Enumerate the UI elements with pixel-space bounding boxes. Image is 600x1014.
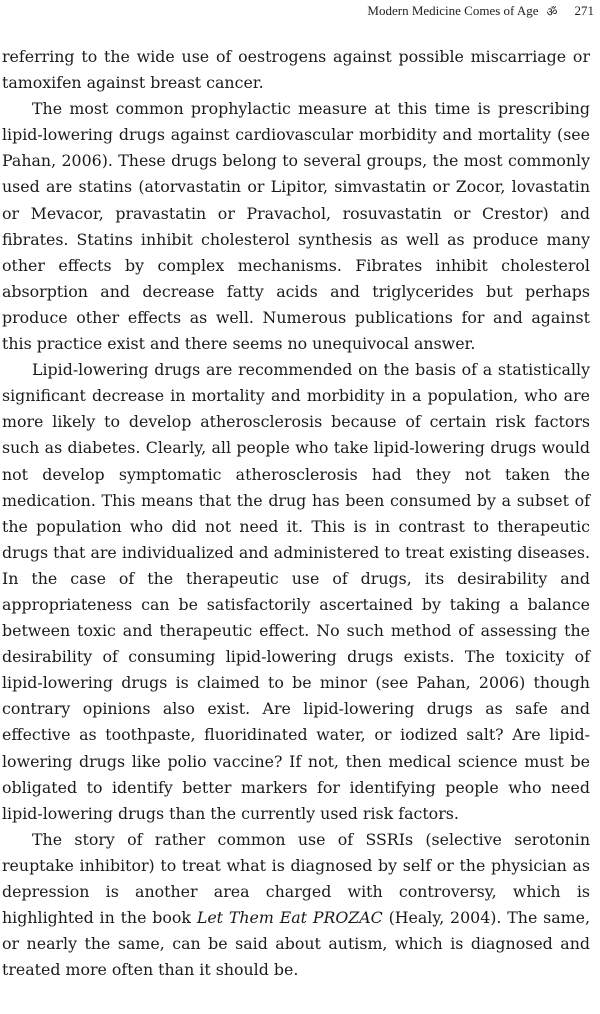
page-number: 271	[574, 3, 594, 18]
paragraph-continued: referring to the wide use of oestrogens against possible miscarriage or tamoxifen against breast cancer.	[2, 47, 590, 93]
running-head	[367, 0, 594, 22]
body-text	[2, 44, 590, 983]
book-title: Let Them Eat PROZAC	[196, 908, 383, 928]
ornament-icon: ॐ	[546, 4, 557, 19]
paragraph-ssri	[2, 827, 590, 984]
paragraph-lipid-lowering-intro: The most common prophylactic measure at this time is prescribing lipid-lowering drugs against cardiovascular morbidity and mortality (see Pahan, 2006). These drugs belong to several groups, the most commonly used are statins (atorvastatin or Lipitor, simvastatin or Zocor, lovastatin or Mevacor, pravastatin or Pravachol, rosuvastatin or Crestor) and fibrates. Statins inhibit cholesterol synthesis as well as produce many other effects by complex mechanisms. Fibrates inhibit cholesterol absorption and decrease fatty acids and triglycerides but perhaps produce other effects as well. Numerous publications for and against this practice exist and there seems no unequivocal answer.	[2, 99, 590, 354]
paragraph-ssri-text-after: (Healy, 2004). The same, or nearly the same, can be said about autism, which is diagnosed and treated more often than it should be.	[2, 908, 591, 980]
running-head-title: Modern Medicine Comes of Age	[367, 3, 539, 18]
paragraph-ssri-text-before: The story of rather common use of SSRIs (selective serotonin reuptake inhibitor) to treat what is diagnosed by self or the physician as depression is another area charged with controversy, which is highlighted in the book	[2, 829, 590, 928]
paragraph-lipid-lowering-argument: Lipid-lowering drugs are recommended on the basis of a statistically significant decrease in mortality and morbidity in a population, who are more likely to develop atherosclerosis because of certain risk factors such as diabetes. Clearly, all people who take lipid-lowering drugs would not develop symptomatic atherosclerosis had they not taken the medication. This means that the drug has been consumed by a subset of the population who did not need it. This is in contrast to therapeutic drugs that are individualized and administered to treat existing diseases. In the case of the therapeutic use of drugs, its desirability and appropriateness can be satisfactorily ascertained by taking a balance between toxic and therapeutic effect. No such method of assessing the desirability of consuming lipid-lowering drugs exists. The toxicity of lipid-lowering drugs is claimed to be minor (see Pahan, 2006) though contrary opinions also exist. Are lipid-lowering drugs as safe and effective as toothpaste, fluoridinated water, or iodized salt? Are lipid-lowering drugs like polio vaccine? If not, then medical science must be obligated to identify better markers for identifying people who need lipid-lowering drugs than the currently used risk factors.	[2, 360, 590, 823]
